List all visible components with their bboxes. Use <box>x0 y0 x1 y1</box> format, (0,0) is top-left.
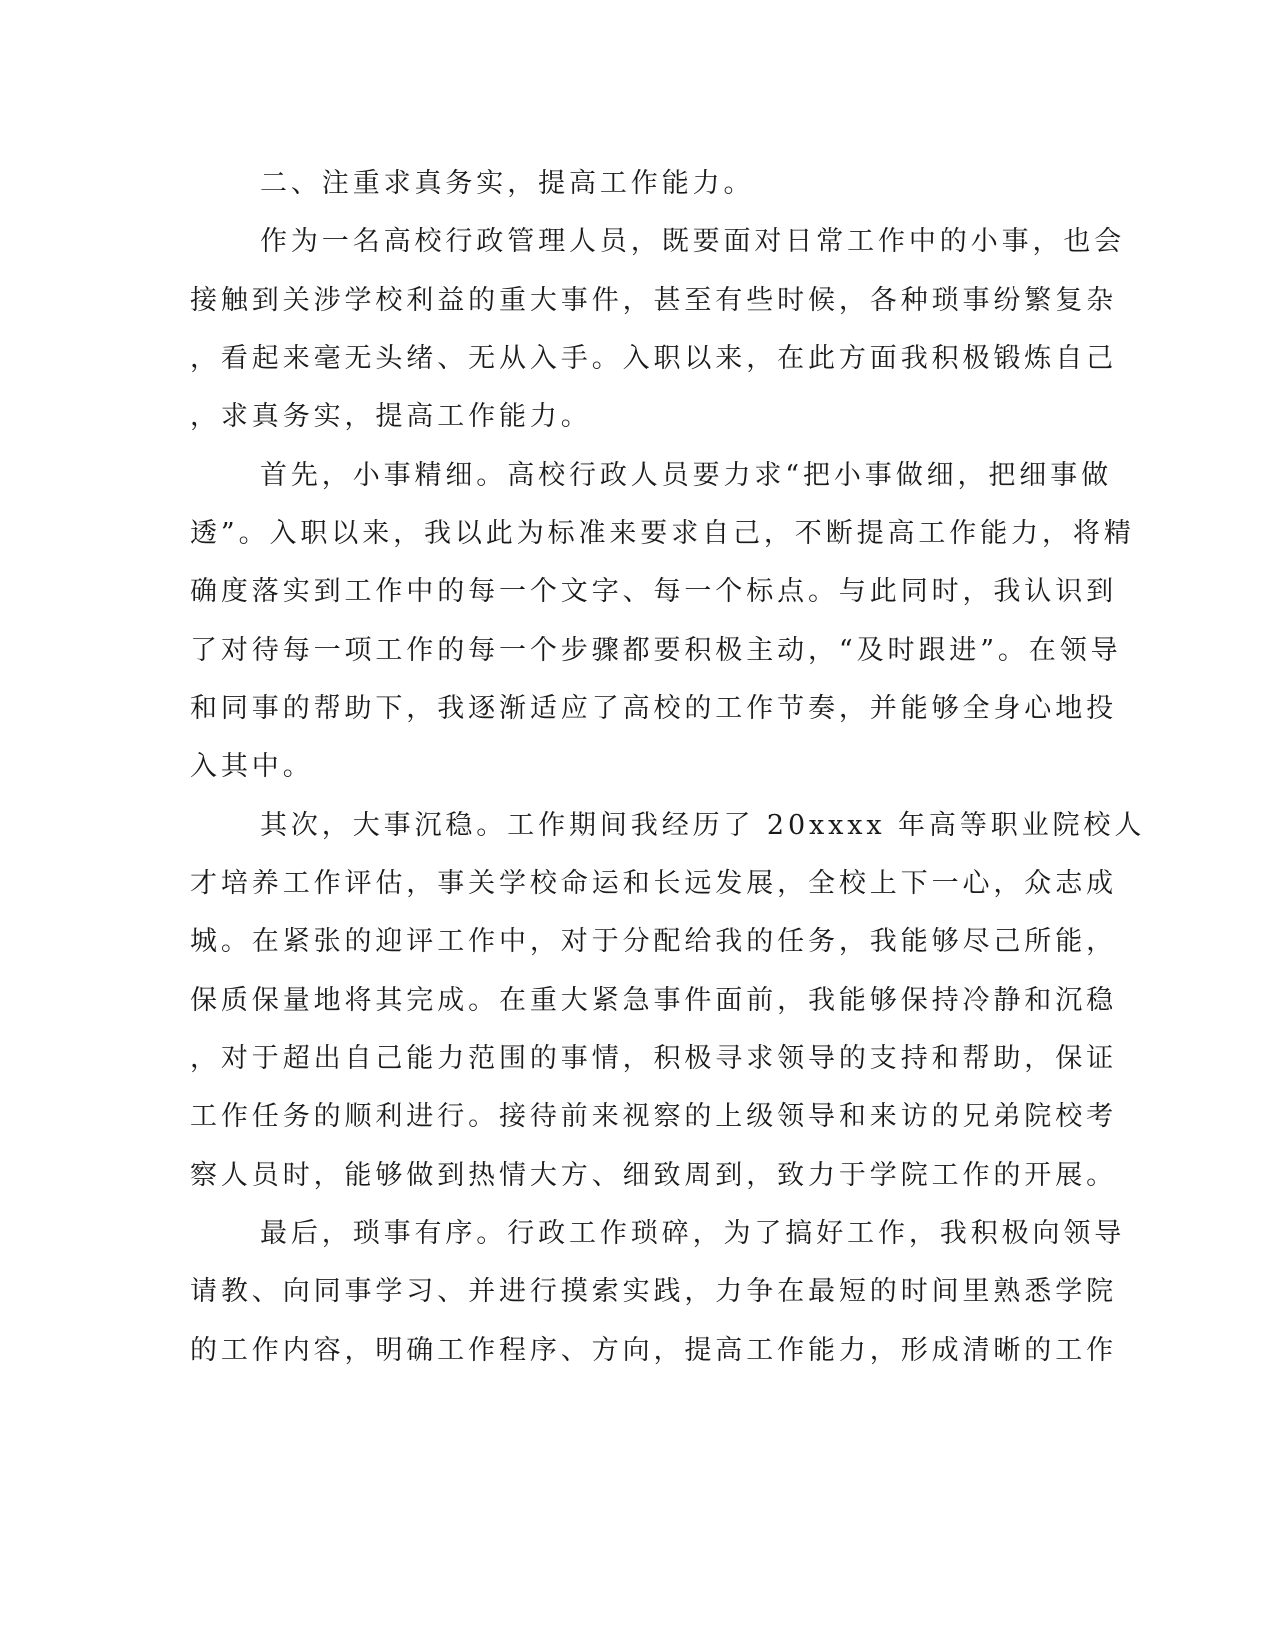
paragraph-line: 工作任务的顺利进行。接待前来视察的上级领导和来访的兄弟院校考 <box>190 1101 1117 1132</box>
paragraph-line: ，对于超出自己能力范围的事情，积极寻求领导的支持和帮助，保证 <box>190 1043 1117 1074</box>
paragraph-line: 其次，大事沉稳。工作期间我经历了 20xxxx 年高等职业院校人 <box>260 810 1146 841</box>
paragraph-line: 接触到关涉学校利益的重大事件，甚至有些时候，各种琐事纷繁复杂 <box>190 285 1117 316</box>
paragraph-line: ，看起来毫无头绪、无从入手。入职以来，在此方面我积极锻炼自己 <box>190 343 1117 374</box>
paragraph-line: 才培养工作评估，事关学校命运和长远发展，全校上下一心，众志成 <box>190 868 1117 899</box>
paragraph-line: 最后，琐事有序。行政工作琐碎，为了搞好工作，我积极向领导 <box>260 1218 1126 1249</box>
paragraph-line: 城。在紧张的迎评工作中，对于分配给我的任务，我能够尽己所能， <box>190 926 1117 957</box>
paragraph-line: ，求真务实，提高工作能力。 <box>190 401 592 432</box>
paragraph-line: 了对待每一项工作的每一个步骤都要积极主动，“及时跟进”。在领导 <box>190 635 1122 666</box>
section-heading: 二、注重求真务实，提高工作能力。 <box>260 168 755 199</box>
paragraph-line: 作为一名高校行政管理人员，既要面对日常工作中的小事，也会 <box>260 226 1126 257</box>
paragraph-line: 确度落实到工作中的每一个文字、每一个标点。与此同时，我认识到 <box>190 576 1117 607</box>
paragraph-line: 察人员时，能够做到热情大方、细致周到，致力于学院工作的开展。 <box>190 1160 1117 1191</box>
paragraph-line: 入其中。 <box>190 751 314 782</box>
paragraph-line: 首先，小事精细。高校行政人员要力求“把小事做细，把细事做 <box>260 460 1113 491</box>
paragraph-line: 的工作内容，明确工作程序、方向，提高工作能力，形成清晰的工作 <box>190 1335 1117 1366</box>
paragraph-line: 保质保量地将其完成。在重大紧急事件面前，我能够保持冷静和沉稳 <box>190 985 1117 1016</box>
paragraph-line: 透”。入职以来，我以此为标准来要求自己，不断提高工作能力，将精 <box>190 518 1135 549</box>
paragraph-line: 请教、向同事学习、并进行摸索实践，力争在最短的时间里熟悉学院 <box>190 1276 1117 1307</box>
paragraph-line: 和同事的帮助下，我逐渐适应了高校的工作节奏，并能够全身心地投 <box>190 693 1117 724</box>
